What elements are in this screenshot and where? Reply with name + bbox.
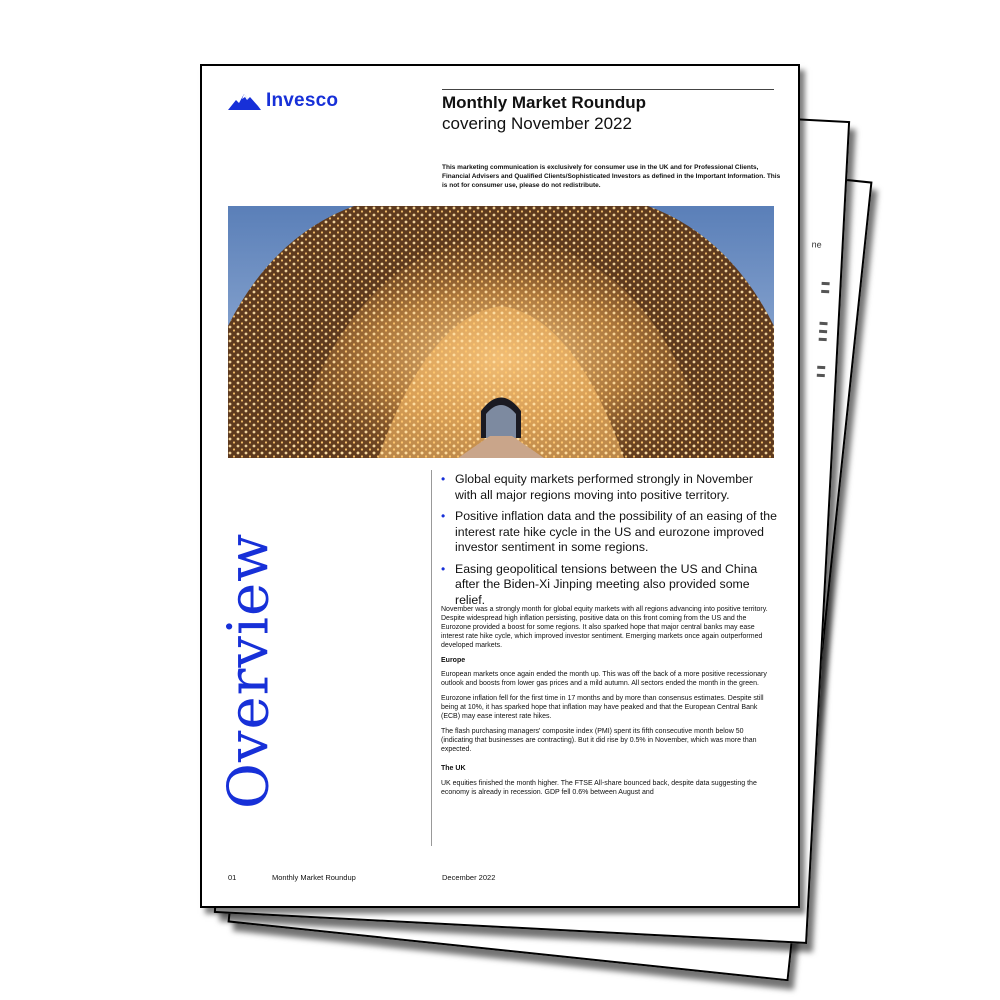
intro-paragraph: November was a strongly month for global equity markets with all regions advancing into positive territory. Despite widespread high inflation persisting, positive data on this front coming from the US and the Eurozone provided a boost for some regions. It also sparked hope that major central banks may ease interest rate hike cycle, which improved investor sentiment. Emerging markets once again outperformed developed markets.	[441, 606, 768, 649]
europe-paragraph: The flash purchasing managers' composite index (PMI) spent its fifth consecutive month below 50 (indicating that businesses are contracting). But it did rise by 0.5% in November, which was more than expected.	[441, 727, 757, 753]
section-title-overview: Overview	[216, 532, 282, 810]
page-subtitle: covering November 2022	[442, 114, 632, 133]
invesco-logo	[228, 90, 338, 112]
europe-paragraph: European markets once again ended the month up. This was off the back of a more positive recessionary outlook and boosts from lower gas prices and a mild autumn. All sectors ended the month in the green.	[441, 671, 767, 688]
europe-paragraph: Eurozone inflation fell for the first time in 17 months and by more than consensus estimates. Despite still being at 10%, it has sparked hope that inflation may have peaked and that the European Central Bank (ECB) may ease interest rate hikes.	[441, 695, 764, 721]
logo-wordmark: Invesco	[266, 90, 339, 111]
front-page	[200, 64, 800, 908]
back-page-text-mark	[819, 322, 827, 325]
back-page-text-mark	[822, 282, 830, 285]
uk-paragraph: UK equities finished the month higher. The FTSE All-share bounced back, despite data suggesting the economy is already in recession. GDP fell 0.6% between August and	[441, 779, 757, 796]
bullet-icon: •	[441, 509, 446, 523]
back-page-text-mark	[819, 330, 827, 333]
key-points-list	[439, 472, 777, 614]
back-page-text-mark	[821, 290, 829, 293]
back-page-text-mark	[817, 366, 825, 369]
bullet-icon: •	[441, 472, 446, 486]
footer-page-number: 01	[228, 873, 237, 882]
uk-heading: The UK	[441, 764, 466, 772]
key-point: • Global equity markets performed strongly in November with all major regions moving into positive territory.	[441, 472, 753, 502]
back-page-text-fragment: ne	[811, 239, 822, 250]
footer-date: December 2022	[442, 873, 496, 882]
bullet-icon: •	[441, 561, 446, 576]
mountain-logo-icon	[228, 91, 262, 111]
footer-doc-name: Monthly Market Roundup	[272, 873, 356, 882]
back-page-text-mark	[819, 338, 827, 341]
article-body	[441, 606, 777, 803]
key-point: • Easing geopolitical tensions between the US and China after the Biden-Xi Jinping meeting also provided some relief.	[441, 561, 758, 607]
page-title: Monthly Market Roundup	[442, 93, 646, 112]
header-rule	[442, 89, 774, 90]
europe-heading: Europe	[441, 656, 466, 664]
back-page-text-mark	[817, 374, 825, 377]
disclaimer-text: This marketing communication is exclusively for consumer use in the UK and for Professional Clients, Financial Advisers and Qualified Clients/Sophisticated Investors as defined in the Important Information. This is not for consumer use, please do not redistribute.	[442, 164, 781, 189]
column-divider	[431, 470, 432, 846]
key-point: • Positive inflation data and the possibility of an easing of the interest rate hike cycle in the US and eurozone improved investor sentiment in some regions.	[441, 509, 777, 554]
hero-image-light-tunnel	[228, 206, 774, 458]
